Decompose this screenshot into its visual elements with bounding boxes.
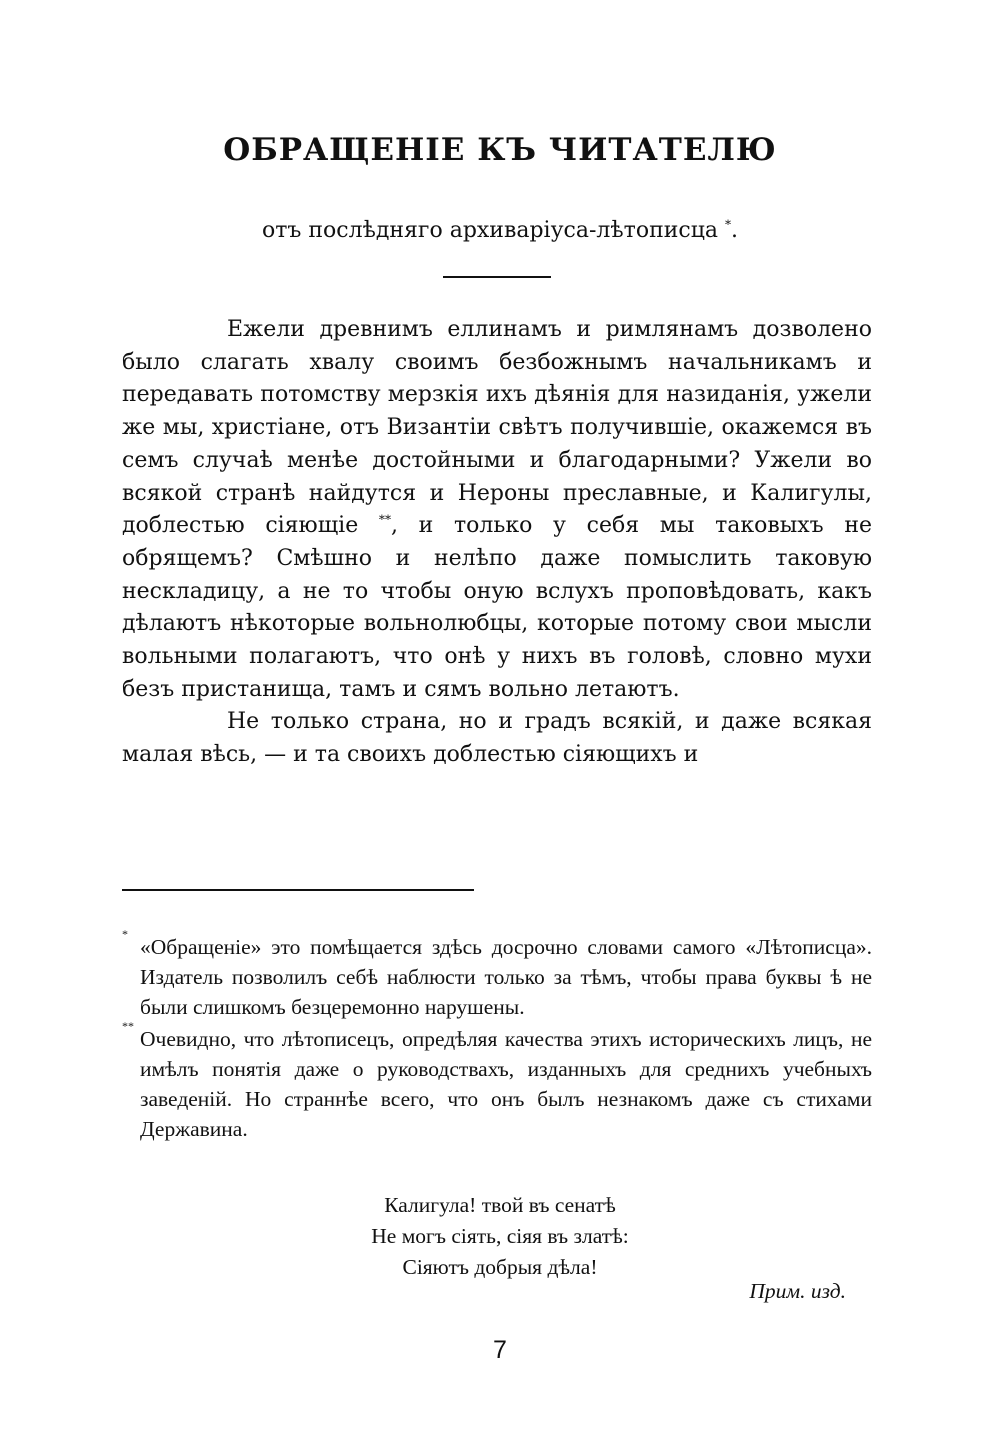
paragraph-2: Не только страна, но и градъ всякій, и даже всякая малая вѣсь, — и та своихъ доблестью сіяющихъ и — [122, 709, 872, 768]
verse-line-3: Сіяютъ добрыя дѣла! — [402, 1255, 598, 1279]
footnote-2-text: Очевидно, что лѣтописецъ, опредѣляя качества этихъ историческихъ лицъ, не имѣлъ понятія даже о руководствахъ, изданныхъ для среднихъ учебныхъ заведеній. Но страннѣе всего, что онъ былъ незнакомъ даже съ стихами Державина. — [140, 1027, 872, 1141]
title-divider — [443, 276, 551, 278]
paragraph-1-part-b: , и только у себя мы таковыхъ не обрящемъ? Смѣшно и нелѣпо даже помыслить таковую нескладицу, а не то чтобы оную вслухъ проповѣдовать, какъ дѣлаютъ нѣкоторые вольнолюбцы, которые потому свои мысли вольными полагаютъ, что онѣ у нихъ въ головѣ, словно мухи безъ пристанища, тамъ и сямъ вольно летаютъ. — [122, 513, 872, 702]
page-number: 7 — [493, 1336, 507, 1364]
footnotes — [122, 927, 872, 1144]
footnote-2-mark: ** — [122, 1019, 134, 1033]
subtitle — [0, 218, 1000, 243]
footnote-divider — [122, 889, 474, 891]
paragraph-1-part-a: Ежели древнимъ еллинамъ и римлянамъ дозволено было слагать хвалу своимъ безбожнымъ начальникамъ и передавать потомству мерзкія ихъ дѣянія для назиданія, ужели же мы, христіане, отъ Византіи свѣтъ получившіе, окажемся въ семъ случаѣ менѣе достойными и благодарными? Ужели во всякой странѣ найдутся и Нероны преславные, и Калигулы, доблестью сіяющіе — [122, 317, 872, 539]
footnote-1-text: «Обращеніе» это помѣщается здѣсь досрочно словами самого «Лѣтописца». Издатель позволилъ себѣ наблюсти только за тѣмъ, чтобы права буквы ѣ не были слишкомъ безцеремонно нарушены. — [140, 935, 872, 1019]
footnote-1-mark: * — [122, 927, 128, 941]
verse-quote — [0, 1190, 1000, 1283]
footnote-ref-2: ** — [378, 512, 391, 527]
page-title: ОБРАЩЕНІЕ КЪ ЧИТАТЕЛЮ — [223, 132, 777, 168]
verse-line-1: Калигула! твой въ сенатѣ — [384, 1193, 616, 1217]
main-text — [122, 314, 872, 772]
footnote-1 — [122, 927, 872, 1022]
footnote-ref-1: * — [724, 217, 732, 232]
subtitle-text: отъ послѣдняго архиваріуса-лѣтописца — [261, 218, 718, 243]
verse-line-2: Не могъ сіять, сіяя въ златѣ: — [371, 1224, 629, 1248]
paragraph-1 — [122, 314, 872, 706]
subtitle-end: . — [731, 218, 739, 243]
footnote-2 — [122, 1019, 872, 1144]
publisher-note-sign: Прим. изд. — [749, 1279, 846, 1303]
